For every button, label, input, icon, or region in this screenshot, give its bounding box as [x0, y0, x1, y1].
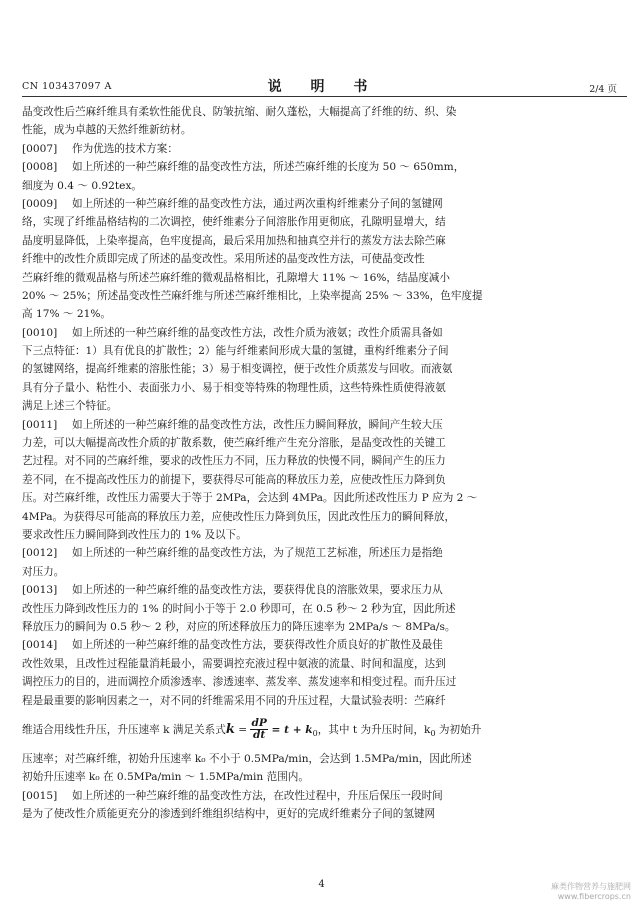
formula-trail-text-2: 为初始升 [435, 723, 482, 736]
text-line [22, 232, 627, 250]
paragraph-0010 [22, 324, 627, 416]
formula-equals: = [234, 723, 251, 736]
paragraph-text: 如上所述的一种苎麻纤维的晶变改性方法，为了规范工艺标准，所述压力是指绝 [72, 547, 443, 560]
paragraph-text: 改性效果，且改性过程能量消耗最小，需要调控充液过程中氨液的流量、时间和温度，达到 [22, 657, 446, 670]
watermark-url: www.fibercrops.cn [557, 892, 631, 901]
paragraph-text: 如上所述的一种苎麻纤维的晶变改性方法，通过两次重构纤维素分子间的氢键网 [72, 197, 443, 210]
text-line [22, 750, 627, 768]
header-rule [22, 96, 627, 97]
paragraph-text: 改性压力降到改性压力的 1% 的时间小于等于 2.0 秒即可，在 0.5 秒～ 2 秒为宜，因此所述 [22, 602, 456, 615]
paragraph-continuation [22, 710, 627, 750]
paragraph-text: 要求改性压力瞬间降到改性压力的 1% 及以下。 [22, 528, 247, 541]
text-line [22, 471, 627, 489]
text-line [22, 526, 627, 544]
paragraph-text: 20% ～ 25%；所述晶变改性苎麻纤维与所述苎麻纤维相比，上染率提高 25% ～ 33%，色牢度提 [22, 289, 483, 302]
paragraph-text: 如上所述的一种苎麻纤维的晶变改性方法，在改性过程中，升压后保压一段时间 [72, 789, 443, 802]
formula-line [22, 710, 627, 750]
paragraph-0015 [22, 787, 627, 824]
text-line [22, 636, 627, 654]
text-line [22, 379, 627, 397]
formula-fraction [250, 718, 267, 741]
text-line [22, 508, 627, 526]
patent-number: CN 103437097 A [22, 81, 112, 92]
paragraph-text: 释放压力的瞬间为 0.5 秒～ 2 秒，对应的所述释放压力的降压速率为 2MPa/s ～ 8MPa/s。 [22, 620, 456, 633]
text-line [22, 563, 627, 581]
page-indicator: 2/4 页 [589, 84, 617, 95]
paragraph-text: 性能，成为卓越的天然纤维新纺材。 [22, 124, 192, 137]
text-line [22, 692, 627, 710]
fraction-numerator: dP [251, 717, 267, 730]
paragraph-text: 如上所述的一种苎麻纤维的晶变改性方法，改性压力瞬间释放，瞬间产生较大压 [72, 418, 443, 431]
paragraph-0013 [22, 581, 627, 636]
text-line [22, 269, 627, 287]
paragraph-text: 晶度明显降低，上染率提高，色牢度提高，最后采用加热和抽真空并行的蒸发方法去除苎麻 [22, 234, 446, 247]
text-line [22, 768, 627, 786]
formula-subscript: 0 [312, 729, 318, 738]
formula-lead-text: 维适合用线性升压，升压速率 k 满足关系式 [22, 723, 226, 736]
paragraph-text: 程是最重要的影响因素之一，对不同的纤维需采用不同的升压过程，大量试验表明：苎麻纤 [22, 694, 446, 707]
text-line [22, 673, 627, 691]
paragraph-text: 如上所述的一种苎麻纤维的晶变改性方法，要获得优良的溶胀效果，要求压力从 [72, 584, 443, 597]
document-title: 说 明 书 [267, 79, 380, 95]
text-line [22, 250, 627, 268]
paragraph-text: 如上所述的一种苎麻纤维的晶变改性方法，所述苎麻纤维的长度为 50 ～ 650mm， [72, 161, 465, 174]
paragraph-text: 细度为 0.4 ～ 0.92tex。 [22, 179, 143, 192]
text-line [22, 452, 627, 470]
text-line [22, 305, 627, 323]
paragraph-number: [0008] [22, 161, 58, 174]
paragraph-text: 艺过程。对不同的苎麻纤维，要求的改性压力不同，压力释放的快慢不同，瞬间产生的压力 [22, 455, 446, 468]
paragraph-text: 如上所述的一种苎麻纤维的晶变改性方法，改性介质为液氨；改性介质需具备如 [72, 326, 443, 339]
paragraph-text: 晶变改性后苎麻纤维具有柔软性能优良、防皱抗缩、耐久蓬松，大幅提高了纤维的纺、织、染 [22, 106, 457, 118]
paragraph-text: 对压力。 [22, 565, 65, 578]
text-line [22, 140, 627, 158]
paragraph-text: 初始升压速率 k₀ 在 0.5MPa/min ～ 1.5MPa/min 范围内。 [22, 771, 309, 784]
text-line [22, 618, 627, 636]
fraction-denominator: dt [253, 729, 266, 742]
paragraph-number: [0014] [22, 639, 58, 652]
paragraph-0009 [22, 195, 627, 324]
paragraph-0008 [22, 158, 627, 195]
text-line [22, 158, 627, 176]
paragraph-number: [0015] [22, 789, 58, 802]
paragraph-text: 压。对苎麻纤维，改性压力需要大于等于 2MPa，会达到 4MPa。因此所述改性压力 P 应为 2 ～ [22, 492, 478, 505]
watermark [551, 882, 631, 902]
paragraph-continuation [22, 103, 627, 140]
watermark-name: 麻类作物营养与施肥网 [551, 882, 631, 891]
text-line [22, 544, 627, 562]
paragraph-0007 [22, 140, 627, 158]
paragraph-text: 苎麻纤维的微观晶格与所述苎麻纤维的微观晶格相比，孔隙增大 11% ～ 16%，结晶度减小 [22, 271, 450, 284]
paragraph-number: [0013] [22, 584, 58, 597]
paragraph-text: 下三点特征：1）具有优良的扩散性；2）能与纤维素间形成大量的氢键，重构纤维素分子间 [22, 345, 449, 358]
text-line [22, 121, 627, 139]
formula-rhs: = t + k [267, 723, 313, 736]
text-line [22, 213, 627, 231]
text-line [22, 434, 627, 452]
paragraph-number: [0009] [22, 197, 58, 210]
paragraph-text: 纤维中的改性介质即完成了所述的晶变改性。采用所述的晶变改性方法，可使晶变改性 [22, 253, 425, 266]
formula-trail-text: ，其中 t 为升压时间，k [317, 723, 431, 736]
text-line [22, 581, 627, 599]
text-line [22, 177, 627, 195]
paragraph-text: 的氢键网络，提高纤维素的溶胀性能；3）易于相变调控，便于改性介质蒸发与回收。而液氨 [22, 363, 453, 376]
paragraph-text: 力差，可以大幅提高改性介质的扩散系数，使苎麻纤维产生充分溶胀，是晶变改性的关键工 [22, 437, 446, 450]
text-line [22, 103, 627, 121]
text-line [22, 397, 627, 415]
page-header [22, 76, 625, 96]
paragraph-text: 调控压力的目的，进而调控介质渗透率、渗透速率、蒸发率、蒸发速率和相变过程。而升压过 [22, 676, 457, 689]
paragraph-text: 高 17% ～ 21%。 [22, 308, 111, 321]
text-line [22, 489, 627, 507]
text-line [22, 360, 627, 378]
paragraph-text: 压速率；对苎麻纤维，初始升压速率 k₀ 不小于 0.5MPa/min，会达到 1.5MPa/min，因此所述 [22, 752, 472, 765]
paragraph-number: [0012] [22, 547, 58, 560]
paragraph-number: [0007] [22, 142, 58, 155]
paragraph-text: 如上所述的一种苎麻纤维的晶变改性方法，要获得改性介质良好的扩散性及最佳 [72, 639, 443, 652]
text-line [22, 787, 627, 805]
paragraph-0011 [22, 416, 627, 545]
paragraph-text: 差不同，在不提高改性压力的前提下，要获得尽可能高的释放压力差，应使改性压力降到负 [22, 473, 446, 486]
k0-subscript: 0 [430, 729, 436, 738]
paragraph-text: 是为了使改性介质能更充分的渗透到纤维组织结构中，更好的完成纤维素分子间的氢键网 [22, 808, 436, 821]
text-line [22, 342, 627, 360]
paragraph-text: 络，实现了纤维晶格结构的二次调控，使纤维素分子间溶胀作用更彻底，孔隙明显增大，结 [22, 216, 446, 229]
text-line [22, 195, 627, 213]
paragraph-number: [0011] [22, 418, 58, 431]
paragraph-number: [0010] [22, 326, 58, 339]
paragraph-text: 满足上述三个特征。 [22, 400, 118, 413]
formula-k: k [225, 721, 235, 737]
text-line [22, 416, 627, 434]
paragraph-continuation [22, 750, 627, 787]
paragraph-text: 作为优选的技术方案： [72, 142, 178, 155]
text-line [22, 287, 627, 305]
paragraph-text: 具有分子量小、粘性小、表面张力小、易于相变等特殊的物理性质，这些特殊性质使得液氨 [22, 381, 446, 394]
document-body [22, 103, 627, 823]
text-line [22, 805, 627, 823]
paragraph-text: 4MPa。为获得尽可能高的释放压力差，应使改性压力降到负压，因此改性压力的瞬间释放， [22, 510, 456, 523]
paragraph-0014 [22, 636, 627, 710]
text-line [22, 600, 627, 618]
text-line [22, 324, 627, 342]
paragraph-0012 [22, 544, 627, 581]
text-line [22, 655, 627, 673]
page-number: 4 [318, 879, 325, 890]
